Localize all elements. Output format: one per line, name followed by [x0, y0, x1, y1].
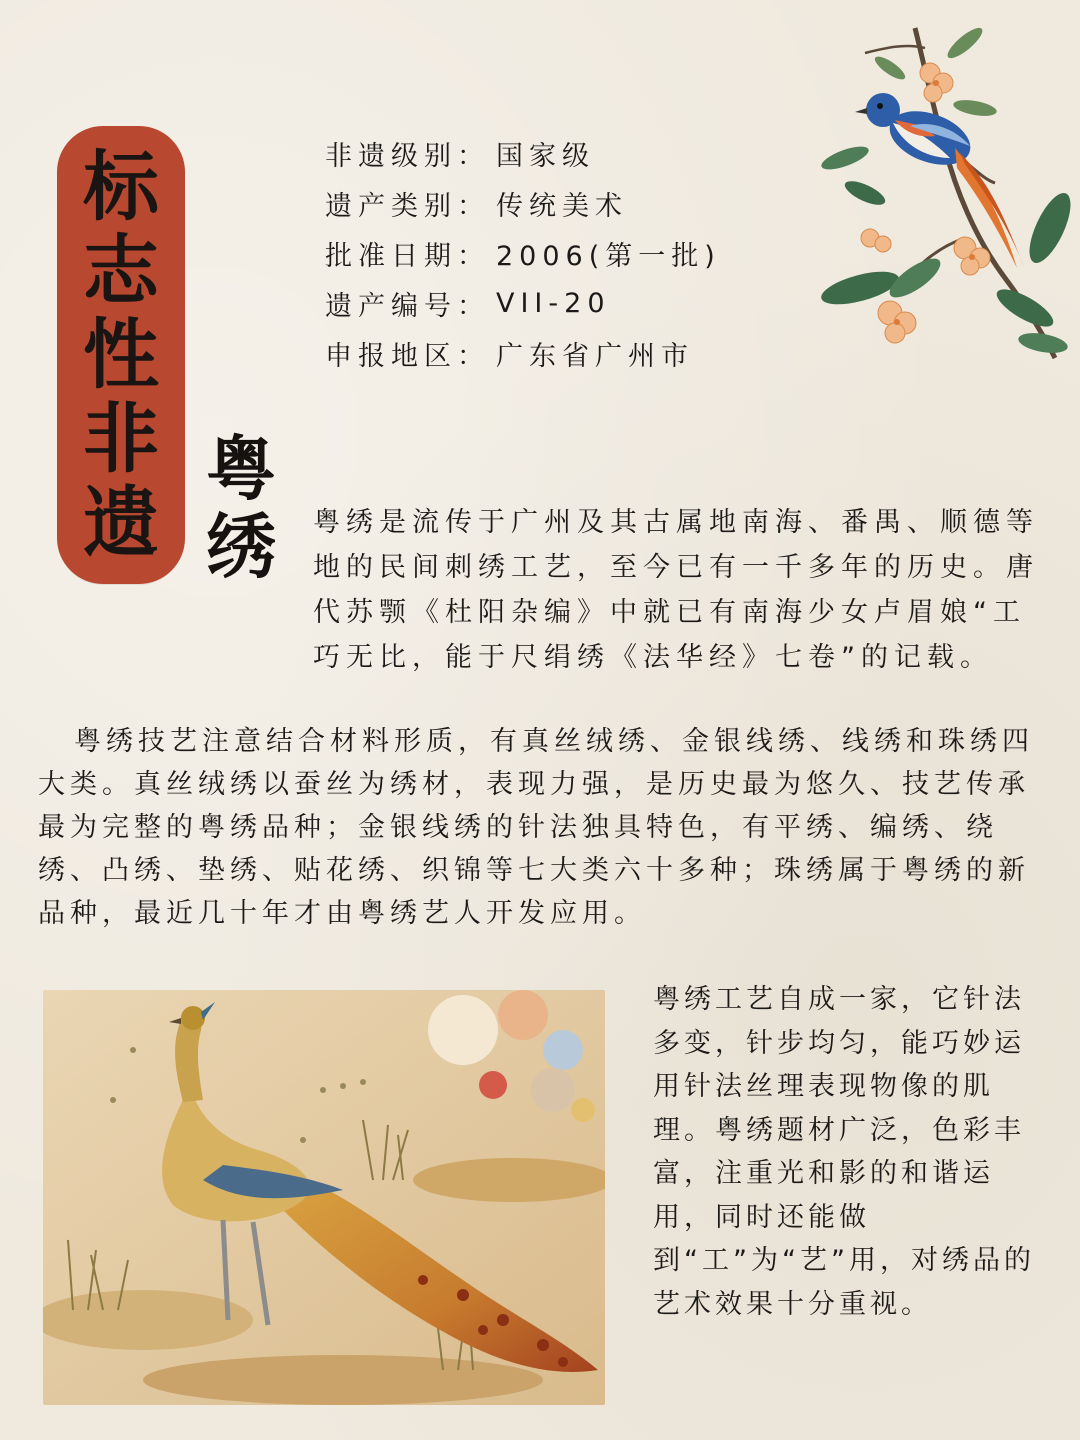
info-row-level [325, 128, 721, 178]
techniques-text: 粤绣技艺注意结合材料形质，有真丝绒绣、金银线绣、线绣和珠绣四大类。真丝绒绣以蚕丝为绣材，表现力强，是历史最为悠久、技艺传承最为完整的粤绣品种；金银线绣的针法独具特色，有平绣、编绣、绕绣、凸绣、垫绣、贴花绣、织锦等七大类六十多种；珠绣属于粤绣的新品种，最近几十年才由粤绣艺人开发应用。 [38, 726, 1034, 929]
info-row-region [325, 328, 721, 378]
info-row-category [325, 178, 721, 228]
info-label: 非遗级别： [325, 140, 490, 172]
info-value: 国家级 [496, 140, 595, 172]
title-char: 绣 [206, 506, 276, 588]
info-value: 2006(第一批) [496, 240, 721, 272]
features-paragraph: 粤绣工艺自成一家，它针法多变，针步均匀，能巧妙运用针法丝理表现物像的肌理。粤绣题材广泛，色彩丰富，注重光和影的和谐运用，同时还能做到“工”为“艺”用，对绣品的艺术效果十分重视。 [653, 984, 1035, 1320]
intro-paragraph: 粤绣是流传于广州及其古属地南海、番禺、顺德等地的民间刺绣工艺，至今已有一千多年的历史。唐代苏颚《杜阳杂编》中就已有南海少女卢眉娘“工巧无比，能于尺绢绣《法华经》七卷”的记载。 [313, 507, 1039, 673]
info-label: 遗产类别： [325, 190, 490, 222]
info-row-date [325, 228, 721, 278]
info-value: 广东省广州市 [496, 340, 694, 372]
bird-branch-illustration [805, 8, 1075, 368]
page-title [198, 430, 284, 586]
info-label: 遗产编号： [325, 290, 490, 322]
info-label: 申报地区： [325, 340, 490, 372]
badge-char: 非 [83, 394, 159, 483]
badge-char: 遗 [83, 478, 159, 567]
peacock-embroidery-image [43, 990, 605, 1405]
title-char: 粤 [206, 428, 276, 510]
info-row-number [325, 278, 721, 328]
heritage-badge [57, 126, 185, 584]
badge-char: 标 [83, 142, 159, 231]
badge-char: 志 [83, 226, 159, 315]
info-value: 传统美术 [496, 190, 628, 222]
techniques-paragraph [38, 720, 1038, 935]
info-list [325, 128, 721, 378]
badge-char: 性 [83, 310, 159, 399]
info-label: 批准日期： [325, 240, 490, 272]
info-value: VII-20 [496, 287, 611, 319]
